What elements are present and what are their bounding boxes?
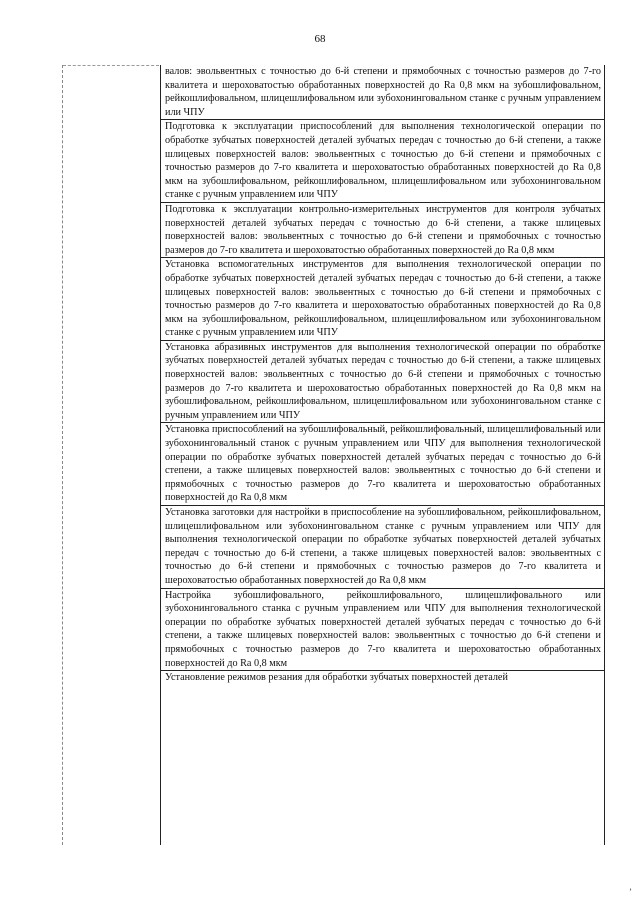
right-column [160,65,605,845]
table-row: Установка абразивных инструментов для выполнения технологической операции по обработке зубчатых поверхностей деталей зубчатых передач с точностью до 6-й степени, а также шлицевых поверхностей валов: эвольвентных с точностью до 6-й степени и прямобочных с точностью размеров до 7-го квалитета и шероховатостью обработанных поверхностей до Ra 0,8 мкм на зубошлифовальном, рейкошлифовальном, шлицешлифовальном или зубохонинговальном станке с ручным управлением или ЧПУ [161,341,604,424]
table-row: Установка вспомогательных инструментов для выполнения технологической операции по обработке зубчатых поверхностей деталей зубчатых передач с точностью до 6-й степени, а также шлицевых поверхностей валов: эвольвентных с точностью до 6-й степени и прямобочных с точностью размеров до 7-го квалитета и шероховатостью обработанных поверхностей до Ra 0,8 мкм на зубошлифовальном, рейкошлифовальном, шлицешлифовальном или зубохонинговальном станке с ручным управлением или ЧПУ [161,258,604,341]
table-row: Настройка зубошлифовального, рейкошлифовального, шлицешлифовального или зубохонинговального станка с ручным управлением или ЧПУ для выполнения технологической операции по обработке зубчатых поверхностей деталей зубчатых передач с точностью до 6-й степени, а также шлицевых поверхностей валов: эвольвентных с точностью до 6-й степени и прямобочных с точностью размеров до 7-го квалитета и шероховатостью обработанных поверхностей до Ra 0,8 мкм [161,589,604,672]
page-number: 68 [314,33,326,45]
table-row: Установка приспособлений на зубошлифовальный, рейкошлифовальный, шлицешлифовальный или зубохонинговальный станок с ручным управлением или ЧПУ для выполнения технологической операции по обработке зубчатых поверхностей деталей зубчатых передач с точностью до 6-й степени, а также шлицевых поверхностей валов: эвольвентных с точностью до 6-й степени и прямобочных с точностью размеров до 7-го квалитета и шероховатостью обработанных поверхностей до Ra 0,8 мкм [161,423,604,506]
row-divider [63,65,159,66]
table-row: Установка заготовки для настройки в приспособление на зубошлифовальном, рейкошлифовальном, шлицешлифовальном или зубохонинговальном станке с ручным управлением или ЧПУ для выполнения технологической операции по обработке зубчатых поверхностей деталей зубчатых передач с точностью до 6-й степени, а также шлицевых поверхностей валов: эвольвентных с точностью до 6-й степени и прямобочных с точностью размеров до 7-го квалитета и шероховатостью обработанных поверхностей до Ra 0,8 мкм [161,506,604,589]
corner-mark: ʼ [629,887,632,897]
table-row: Подготовка к эксплуатации приспособлений для выполнения технологической операции по обработке зубчатых поверхностей деталей зубчатых передач с точностью до 6-й степени, а также шлицевых поверхностей валов: эвольвентных с точностью до 6-й степени и прямобочных с точностью размеров до 7-го квалитета и шероховатостью обработанных поверхностей до Ra 0,8 мкм на зубошлифовальном, рейкошлифовальном, шлицешлифовальном или зубохонинговальном станке с ручным управлением или ЧПУ [161,120,604,203]
table-row: Установление режимов резания для обработки зубчатых поверхностей деталей [165,672,508,684]
labor-actions-table [62,65,610,845]
left-column [62,65,159,845]
table-row: Подготовка к эксплуатации контрольно-измерительных инструментов для контроля зубчатых поверхностей деталей зубчатых передач с точностью до 6-й степени, а также шлицевых поверхностей валов: эвольвентных с точностью до 6-й степени и прямобочных с точностью размеров до 7-го квалитета и шероховатостью обработанных поверхностей до Ra 0,8 мкм [161,203,604,258]
table-row: валов: эвольвентных с точностью до 6-й степени и прямобочных с точностью размеров до 7-го квалитета и шероховатостью обработанных поверхностей до Ra 0,8 мкм на зубошлифовальном, рейкошлифовальном, шлицешлифовальном или зубохонинговальном станке с ручным управлением или ЧПУ [161,65,604,120]
